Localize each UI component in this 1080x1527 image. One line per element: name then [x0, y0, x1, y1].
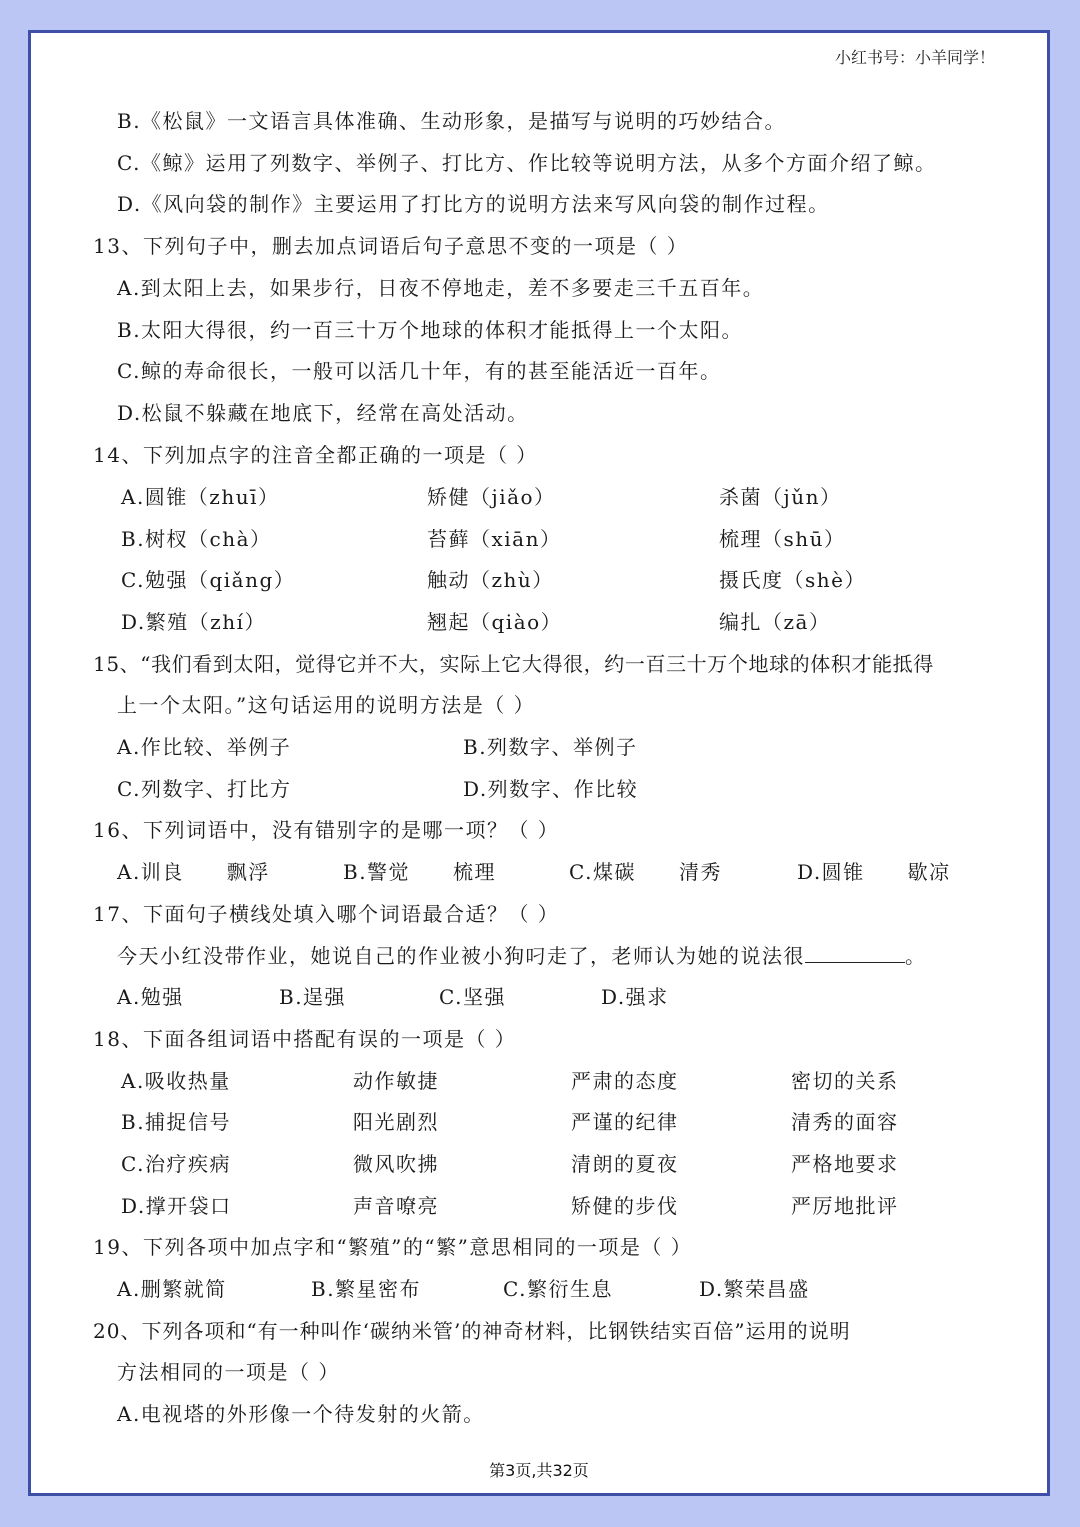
question-15: 15、“我们看到太阳，觉得它并不大，实际上它大得很，约一百三十万个地球的体积才能抵得	[93, 652, 934, 676]
q18-option: 矫健的步伐	[571, 1194, 679, 1218]
q15-option: B.列数字、举例子	[463, 735, 638, 759]
q13-option-a: A.到太阳上去，如果步行，日夜不停地走，差不多要走三千五百年。	[117, 276, 765, 300]
q18-option: 严格地要求	[791, 1152, 899, 1176]
q15-option: A.作比较、举例子	[117, 735, 292, 759]
question-17: 17、下面句子横线处填入哪个词语最合适？（ ）	[93, 902, 560, 926]
q14-option-cell: 触动（zhù）	[427, 568, 554, 592]
q12-option-b: B.《松鼠》一文语言具体准确、生动形象，是描写与说明的巧妙结合。	[117, 109, 787, 133]
watermark: 小红书号：小羊同学！	[834, 48, 995, 67]
q17-option: C.坚强	[439, 985, 506, 1009]
q18-option: 严肃的态度	[571, 1069, 679, 1093]
question-15-cont: 上一个太阳。”这句话运用的说明方法是（ ）	[117, 693, 536, 717]
q18-option: 严厉地批评	[791, 1194, 899, 1218]
q18-option: 严谨的纪律	[571, 1110, 679, 1134]
q16-option: C.煤碳 清秀	[569, 860, 722, 884]
question-16: 16、下列词语中，没有错别字的是哪一项？（ ）	[93, 818, 560, 842]
q13-option-d: D.松鼠不躲藏在地底下，经常在高处活动。	[117, 401, 529, 425]
q17-option: A.勉强	[117, 985, 184, 1009]
page-frame	[28, 30, 1050, 1496]
q15-option: D.列数字、作比较	[463, 777, 639, 801]
q17-sentence-text: 今天小红没带作业，她说自己的作业被小狗叼走了，老师认为她的说法很	[117, 944, 805, 968]
q19-option: D.繁荣昌盛	[699, 1277, 810, 1301]
q19-option: A.删繁就简	[117, 1277, 227, 1301]
q18-option: 清秀的面容	[791, 1110, 899, 1134]
q14-option-cell: 矫健（jiǎo）	[427, 485, 556, 509]
q18-option: 清朗的夏夜	[571, 1152, 679, 1176]
q13-option-b: B.太阳大得很，约一百三十万个地球的体积才能抵得上一个太阳。	[117, 318, 744, 342]
q17-option: D.强求	[601, 985, 669, 1009]
q14-option-cell: 摄氏度（shè）	[719, 568, 866, 592]
q14-option-cell: 梳理（shū）	[719, 527, 846, 551]
q19-option: C.繁衍生息	[503, 1277, 613, 1301]
question-20-cont: 方法相同的一项是（ ）	[117, 1360, 340, 1384]
q19-option: B.繁星密布	[311, 1277, 422, 1301]
question-14: 14、下列加点字的注音全都正确的一项是（ ）	[93, 443, 538, 467]
q14-option-cell: 翘起（qiào）	[427, 610, 563, 634]
page-number: 第3页,共32页	[489, 1461, 589, 1480]
question-18: 18、下面各组词语中搭配有误的一项是（ ）	[93, 1027, 517, 1051]
question-19: 19、下列各项中加点字和“繁殖”的“繁”意思相同的一项是（ ）	[93, 1235, 693, 1259]
q18-option: D.撑开袋口	[121, 1194, 232, 1218]
q16-option: D.圆锥 歇凉	[797, 860, 951, 884]
q20-option-a: A.电视塔的外形像一个待发射的火箭。	[117, 1402, 485, 1426]
q18-option: 动作敏捷	[353, 1069, 439, 1093]
q17-sentence	[117, 942, 927, 970]
q14-option-cell: 编扎（zā）	[719, 610, 831, 634]
q14-option-cell: 苔藓（xiān）	[427, 527, 562, 551]
q17-option: B.逞强	[279, 985, 347, 1009]
q18-option: 声音嘹亮	[353, 1194, 439, 1218]
q16-option: A.训良 飘浮	[117, 860, 270, 884]
question-20: 20、下列各项和“有一种叫作‘碳纳米管’的神奇材料，比钢铁结实百倍”运用的说明	[93, 1319, 851, 1343]
q14-option-row: D.繁殖（zhí）	[121, 610, 266, 634]
q18-option: 微风吹拂	[353, 1152, 439, 1176]
q18-option: A.吸收热量	[121, 1069, 231, 1093]
q12-option-d: D.《风向袋的制作》主要运用了打比方的说明方法来写风向袋的制作过程。	[117, 192, 830, 216]
q14-option-row: B.树杈（chà）	[121, 527, 272, 551]
q14-option-row: A.圆锥（zhuī）	[121, 485, 280, 509]
answer-blank	[805, 942, 905, 963]
q14-option-row: C.勉强（qiǎng）	[121, 568, 296, 592]
question-13: 13、下列句子中，删去加点词语后句子意思不变的一项是（ ）	[93, 234, 689, 258]
q17-sentence-end: 。	[905, 944, 927, 968]
q13-option-c: C.鲸的寿命很长，一般可以活几十年，有的甚至能活近一百年。	[117, 359, 722, 383]
q18-option: 密切的关系	[791, 1069, 899, 1093]
q18-option: B.捕捉信号	[121, 1110, 232, 1134]
q18-option: 阳光剧烈	[353, 1110, 439, 1134]
q14-option-cell: 杀菌（jǔn）	[719, 485, 842, 509]
q16-option: B.警觉 梳理	[343, 860, 497, 884]
q12-option-c: C.《鲸》运用了列数字、举例子、打比方、作比较等说明方法，从多个方面介绍了鲸。	[117, 151, 937, 175]
q15-option: C.列数字、打比方	[117, 777, 292, 801]
q18-option: C.治疗疾病	[121, 1152, 231, 1176]
